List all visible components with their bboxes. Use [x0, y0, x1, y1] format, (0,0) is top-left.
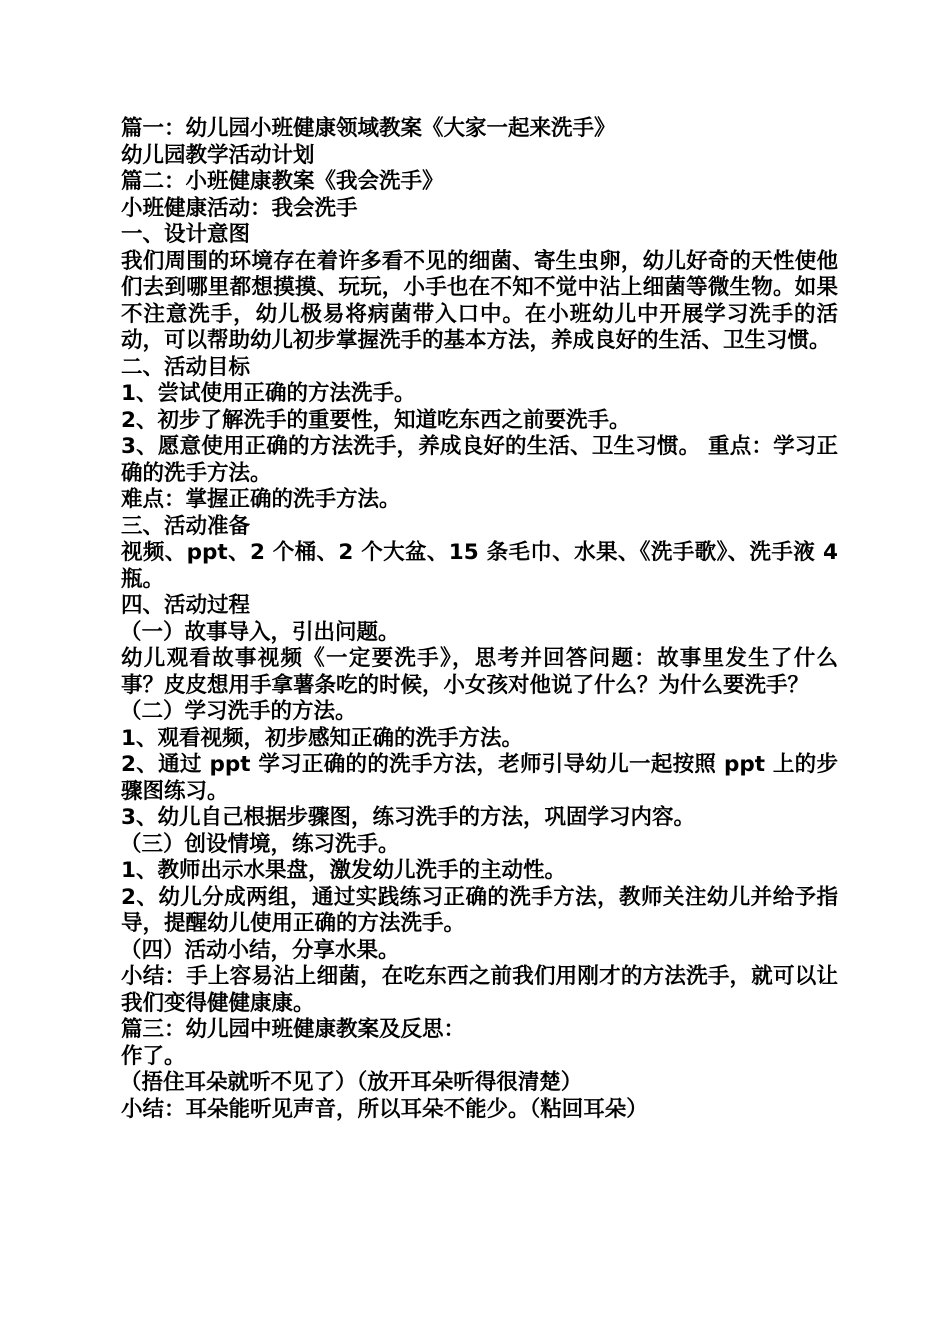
method-item-2: 2、通过 ppt 学习正确的的洗手方法，老师引导幼儿一起按照 ppt 上的步骤图练习。 — [121, 752, 838, 804]
ear-summary-line: 小结：耳朵能听见声音，所以耳朵不能少。（粘回耳朵） — [121, 1096, 648, 1122]
subheading-plan: 幼儿园教学活动计划 — [121, 142, 315, 168]
goal-item-2: 2、初步了解洗手的重要性，知道吃东西之前要洗手。 — [121, 407, 631, 433]
paragraph-story: 幼儿观看故事视频《一定要洗手》，思考并回答问题：故事里发生了什么事？皮皮想用手拿薯条吃的时候，小女孩对他说了什么？为什么要洗手？ — [121, 646, 838, 698]
heading-part-two: 篇二：小班健康教案《我会洗手》 — [121, 169, 444, 194]
summary-paragraph: 小结：手上容易沾上细菌，在吃东西之前我们用刚才的方法洗手，就可以让我们变得健健康康。 — [121, 964, 838, 1016]
step-heading-3: （三）创设情境，练习洗手。 — [120, 831, 400, 857]
goal-item-3: 3、愿意使用正确的方法洗手，养成良好的生活、卫生习惯。 重点：学习正确的洗手方法。 — [121, 434, 838, 486]
section-design-intent: 一、设计意图 — [121, 222, 251, 247]
section-preparation: 三、活动准备 — [121, 513, 251, 539]
method-item-1: 1、观看视频，初步感知正确的洗手方法。 — [121, 725, 523, 751]
section-process: 四、活动过程 — [121, 593, 251, 618]
paragraph-design-intent: 我们周围的环境存在着许多看不见的细菌、寄生虫卵，幼儿好奇的天性使他们去到哪里都想摸摸、玩玩，小手也在不知不觉中沾上细菌等微生物。如果不注意洗手，幼儿极易将病菌带入口中。在小班幼儿中开展学习洗手的活动，可以帮助幼儿初步掌握洗手的基本方法，养成良好的生活、卫生习惯。 — [121, 248, 838, 353]
goal-item-1: 1、尝试使用正确的方法洗手。 — [121, 381, 416, 406]
section-activity-goals: 二、活动目标 — [121, 354, 251, 380]
text-fragment: 作了。 — [121, 1043, 186, 1069]
step-heading-1: （一）故事导入，引出问题。 — [120, 619, 400, 645]
activity-title: 小班健康活动：我会洗手 — [121, 195, 358, 221]
ear-experiment-line: （捂住耳朵就听不见了）（放开耳朵听得很清楚） — [120, 1070, 583, 1095]
heading-part-three: 篇三：幼儿园中班健康教案及反思： — [121, 1017, 466, 1042]
practice-item-2: 2、幼儿分成两组，通过实践练习正确的洗手方法，教师关注幼儿并给予指导，提醒幼儿使用正确的方法洗手。 — [121, 884, 838, 936]
difficulty-line: 难点：掌握正确的洗手方法。 — [121, 487, 401, 512]
step-heading-2: （二）学习洗手的方法。 — [120, 699, 357, 724]
practice-item-1: 1、教师出示水果盘，激发幼儿洗手的主动性。 — [121, 858, 566, 883]
method-item-3: 3、幼儿自己根据步骤图，练习洗手的方法，巩固学习内容。 — [121, 805, 695, 830]
paragraph-preparation: 视频、ppt、2 个桶、2 个大盆、15 条毛巾、水果、《洗手歌》、洗手液 4 瓶。 — [121, 540, 838, 592]
document-body — [116, 116, 838, 1123]
step-heading-4: （四）活动小结，分享水果。 — [120, 937, 400, 963]
heading-part-one: 篇一：幼儿园小班健康领域教案《大家一起来洗手》 — [121, 116, 616, 141]
